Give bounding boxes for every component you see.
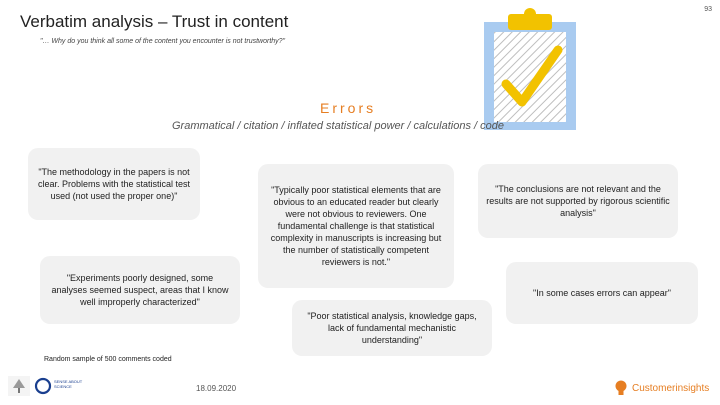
survey-question: "… Why do you think all some of the content you encounter is not trustworthy?" xyxy=(40,38,286,45)
sample-footnote: Random sample of 500 comments coded xyxy=(44,356,172,363)
quote-bubble xyxy=(28,148,200,220)
page-title: Verbatim analysis – Trust in content xyxy=(20,12,289,31)
quote-bubble xyxy=(478,164,678,238)
error-categories: Grammatical / citation / inflated statistical power / calculations / code xyxy=(172,120,504,132)
quote-bubble xyxy=(506,262,698,324)
date: 18.09.2020 xyxy=(196,384,237,393)
quote-bubble xyxy=(258,164,454,288)
quote-text: "The methodology in the papers is not clear. Problems with the statistical test used (not used the proper one)" xyxy=(37,167,191,201)
quote-text: "The conclusions are not relevant and the results are not supported by rigorous scientific analysis" xyxy=(486,184,670,218)
sense-circle-icon xyxy=(34,377,52,395)
clipboard-check-icon xyxy=(478,6,582,134)
customerinsights-bulb-icon xyxy=(614,380,628,396)
quote-text: "Poor statistical analysis, knowledge gaps, lack of fundamental mechanistic understanding" xyxy=(307,311,477,345)
quote-bubble xyxy=(40,256,240,324)
sense-about-science-logo: SENSE ABOUT SCIENCE xyxy=(34,376,94,396)
quote-bubble xyxy=(292,300,492,356)
page-number: 93 xyxy=(704,6,712,13)
quote-text: "Experiments poorly designed, some analyses seemed suspect, areas that I know well improperly characterized" xyxy=(51,273,229,307)
quote-text: "In some cases errors can appear" xyxy=(533,288,671,298)
errors-heading: Errors xyxy=(320,100,377,116)
elsevier-tree-logo xyxy=(8,376,30,396)
quote-text: "Typically poor statistical elements that are obvious to an educated reader but clearly were not obvious to reviewers. One fundamental challenge is that statistical complexity in manuscripts is increasing but the number of statistically competent reviewers is not." xyxy=(270,185,442,267)
brand-logo-text: Customerinsights xyxy=(632,383,710,394)
